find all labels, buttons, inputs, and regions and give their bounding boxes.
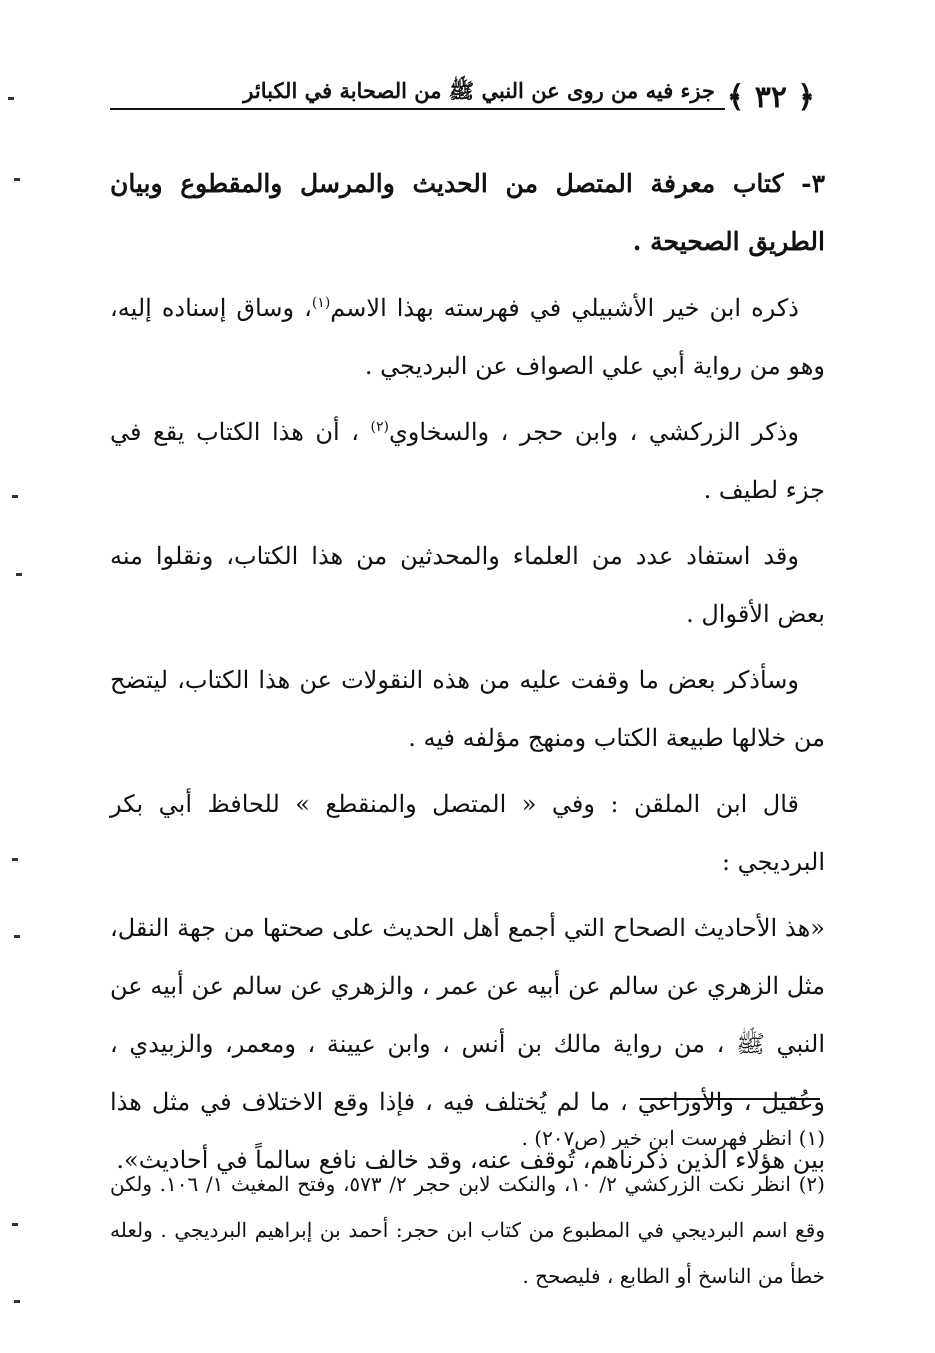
scan-speck xyxy=(16,573,22,576)
scan-speck xyxy=(14,1300,20,1303)
paragraph-5: قال ابن الملقن : وفي « المتصل والمنقطع » للحافظ أبي بكر البرديجي : xyxy=(110,790,825,876)
ornate-bracket-close: ﴾ xyxy=(726,80,745,115)
running-title: جزء فيه من روى عن النبي ﷺ من الصحابة في الكبائر xyxy=(243,78,715,103)
scan-speck xyxy=(12,858,18,861)
scan-speck xyxy=(8,97,14,100)
footnote-separator xyxy=(640,1098,820,1100)
paragraph-3: وقد استفاد عدد من العلماء والمحدثين من هذا الكتاب، ونقلوا منه بعض الأقوال . xyxy=(110,542,825,628)
paragraph-4: وسأذكر بعض ما وقفت عليه من هذه النقولات عن هذا الكتاب، ليتضح من خلالها طبيعة الكتاب ومنهج مؤلفه فيه . xyxy=(110,666,825,752)
paragraph-2: وذكر الزركشي ، وابن حجر ، والسخاوي$^{(٢)}$ ، أن هذا الكتاب يقع في جزء لطيف . xyxy=(110,418,825,504)
header-rule xyxy=(110,108,725,110)
scan-speck xyxy=(14,935,20,938)
quotation: «هذ الأحاديث الصحاح التي أجمع أهل الحديث على صحتها من جهة النقل، مثل الزهري عن سالم عن أبيه عن عمر ، والزهري عن سالم عن أبيه عن النبي ﷺ ، من رواية مالك بن أنس ، وابن عيينة ، ومعمر، والزبيدي ، وعُقيل ، والأوزاعي ، ما لم يُختلف فيه ، فإذا وقع الاختلاف في مثل هذا بين هؤلاء الذين ذكرناهم، تُوقف عنه، وقد خالف نافع سالماً في أحاديث». xyxy=(110,914,826,1174)
page-header xyxy=(110,72,825,124)
page-number-value: ٣٢ xyxy=(754,80,787,115)
scan-speck xyxy=(14,178,20,181)
footnote-ref-1: (١) xyxy=(311,295,331,311)
footnote-1: (١) انظر فهرست ابن خير (ص٢٠٧) . xyxy=(521,1126,825,1150)
ornate-bracket-open: ﴿ xyxy=(797,80,815,115)
scan-speck xyxy=(12,495,18,498)
footnotes xyxy=(110,1115,825,1299)
section-heading: ٣- كتاب معرفة المتصل من الحديث والمرسل والمقطوع وبيان الطريق الصحيحة . xyxy=(110,169,825,256)
footnote-2: (٢) انظر نكت الزركشي ٢/ ١٠، والنكت لابن حجر ٢/ ٥٧٣، وفتح المغيث ١/ ١٠٦. ولكن وقع اسم البرديجي في المطبوع من كتاب ابن حجر: أحمد بن إبراهيم البرديجي . ولعله خطأ من الناسخ أو الطابع ، فليصحح . xyxy=(110,1172,825,1288)
footnote-ref-2: (٢) xyxy=(370,419,389,435)
scan-speck xyxy=(12,1223,18,1226)
main-text xyxy=(110,155,825,1197)
paragraph-1: ذكره ابن خير الأشبيلي في فهرسته بهذا الاسم$^{(١)}$، وساق إسناده إليه، وهو من رواية أبي علي الصواف عن البرديجي . xyxy=(110,294,825,380)
page-number xyxy=(717,78,825,118)
